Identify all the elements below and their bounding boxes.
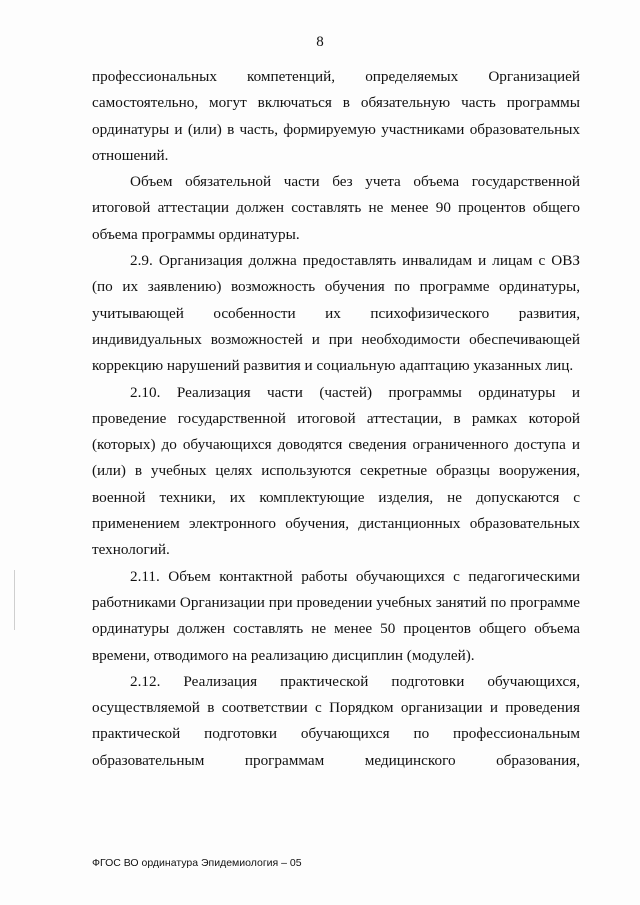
paragraph-2-9: 2.9. Организация должна предоставлять инвалидам и лицам с ОВЗ (по их заявлению) возможность обучения по программе ординатуры, учитывающей особенности их психофизического развития, индивидуальных возможностей и при необходимости обеспечивающей коррекцию нарушений развития и социальную адаптацию указанных лиц. xyxy=(92,252,580,375)
body-text xyxy=(92,64,580,774)
page-footer: ФГОС ВО ординатура Эпидемиология – 05 xyxy=(92,857,302,869)
paragraph-2-10: 2.10. Реализация части (частей) программы ординатуры и проведение государственной итоговой аттестации, в рамках которой (которых) до обучающихся доводятся сведения ограниченного доступа и (или) в учебных целях используются секретные образцы вооружения, военной техники, их комплектующие изделия, не допускаются с применением электронного обучения, дистанционных образовательных технологий. xyxy=(92,383,580,559)
paragraph-mandatory-part-volume: Объем обязательной части без учета объема государственной итоговой аттестации должен составлять не менее 90 процентов общего объема программы ординатуры. xyxy=(92,173,580,243)
paragraph-2-11: 2.11. Объем контактной работы обучающихся с педагогическими работниками Организации при проведении учебных занятий по программе ординатуры должен составлять не менее 50 процентов общего объема времени, отводимого на реализацию дисциплин (модулей). xyxy=(92,567,580,664)
page-number: 8 xyxy=(316,34,324,50)
scan-artifact xyxy=(14,570,15,630)
paragraph-2-12: 2.12. Реализация практической подготовки обучающихся, осуществляемой в соответствии с Порядком организации и проведения практической подготовки обучающихся по профессиональным образовательным программам медицинского образования, xyxy=(92,672,580,769)
paragraph-continuation: профессиональных компетенций, определяемых Организацией самостоятельно, могут включаться в обязательную часть программы ординатуры и (или) в часть, формируемую участниками образовательных отношений. xyxy=(92,68,580,164)
